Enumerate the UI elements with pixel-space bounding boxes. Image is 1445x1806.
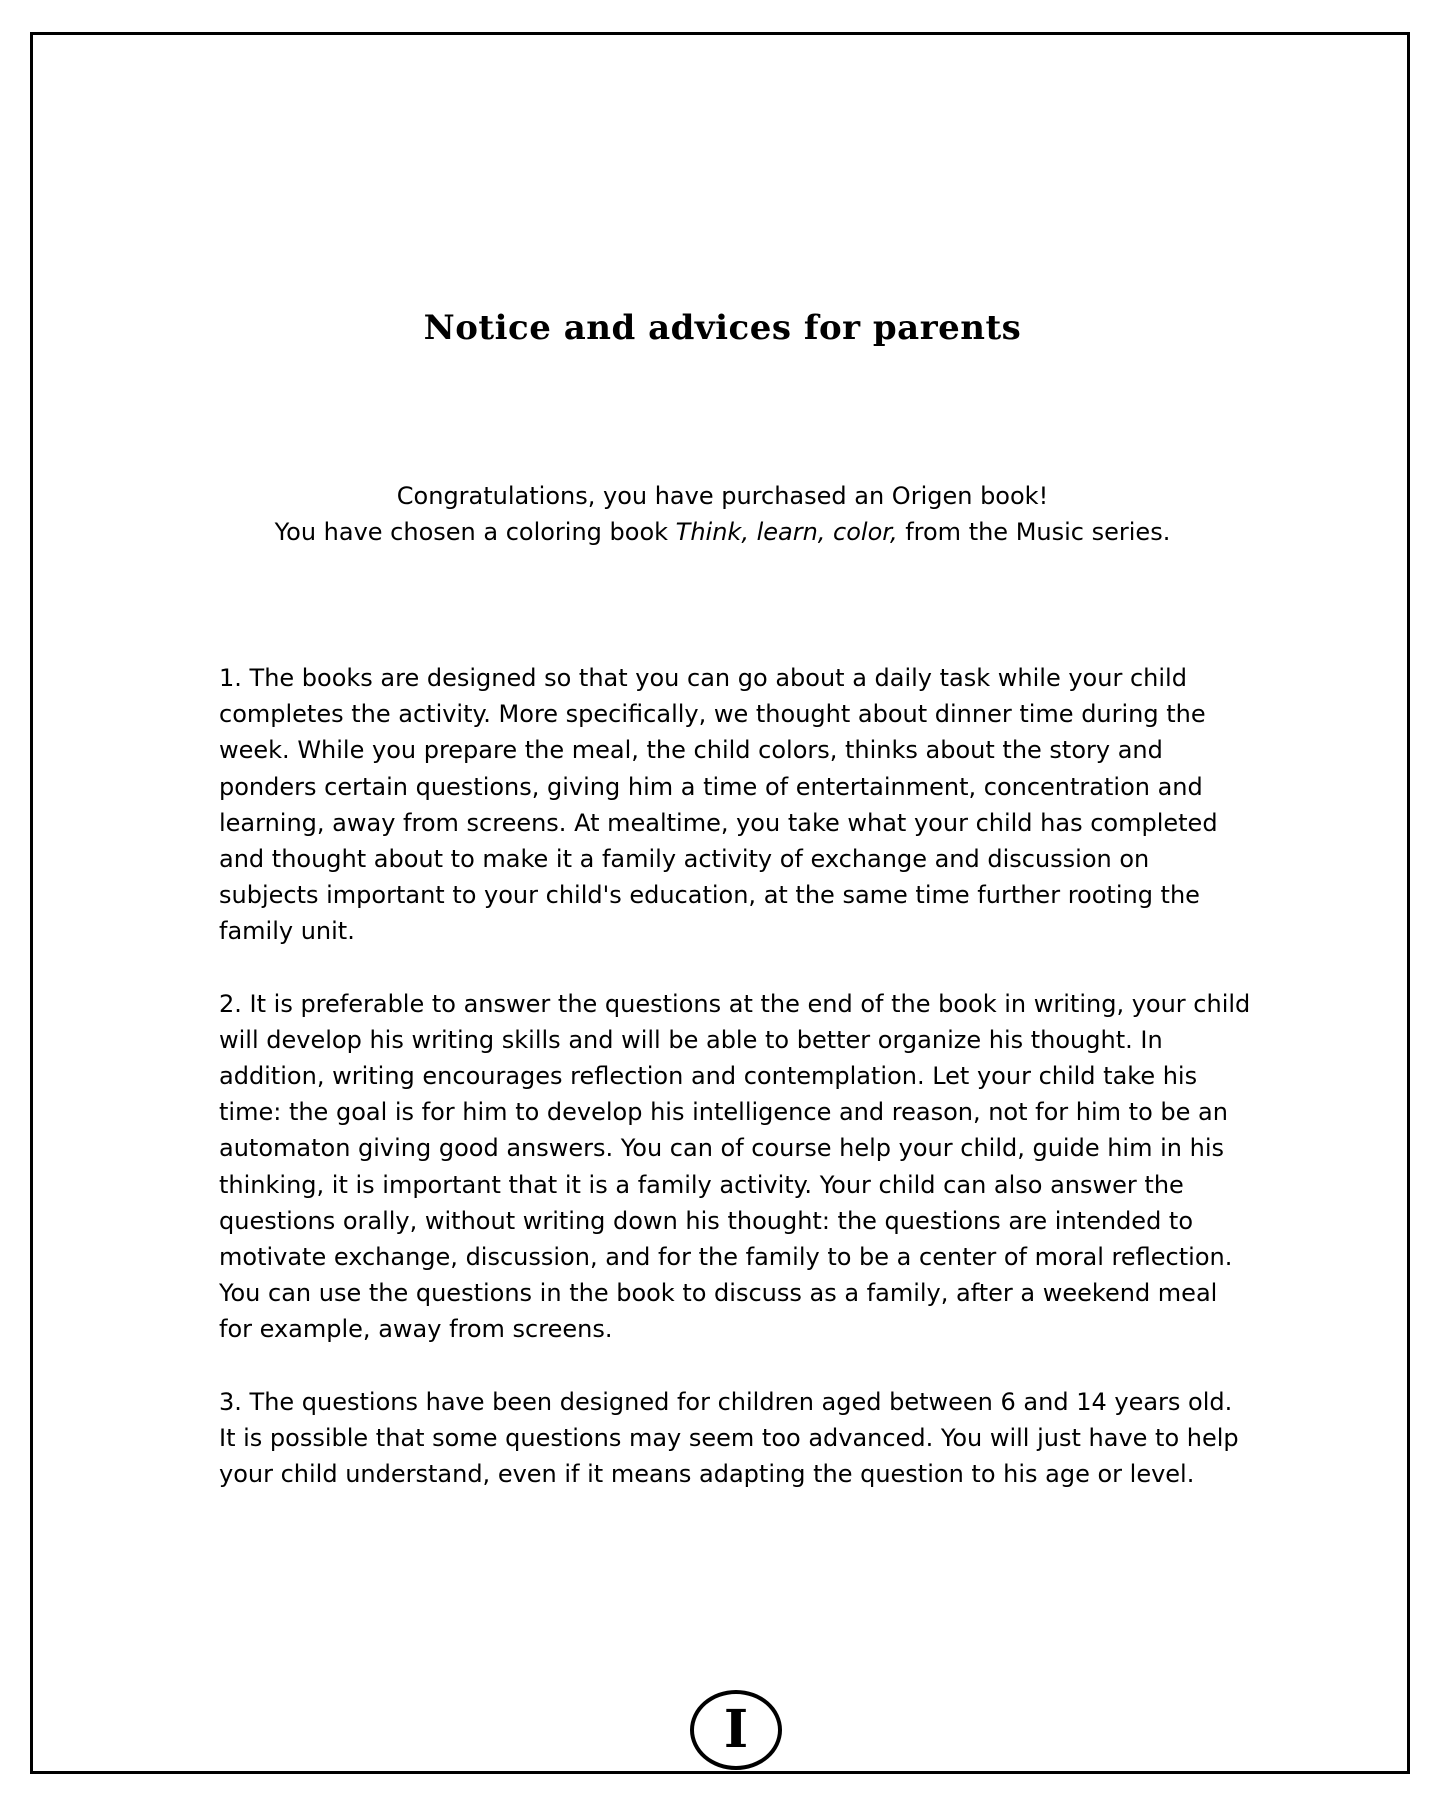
page-title: Notice and advices for parents: [423, 308, 1022, 348]
intro-block: [0, 478, 1445, 550]
intro-line-2: [0, 514, 1445, 550]
advice-paragraph-2: 2. It is preferable to answer the questions at the end of the book in writing, your child will develop his writing skills and will be able to better organize his thought. In addition, writing encourages reflection and contemplation. Let your child take his time: the goal is for him to develop his intelligence and reason, not for him to be an automaton giving good answers. You can of course help your child, guide him in his thinking, it is important that it is a family activity. Your child can also answer the questions orally, without writing down his thought: the questions are intended to motivate exchange, discussion, and for the family to be a center of moral reflection. You can use the questions in the book to discuss as a family, after a weekend meal for example, away from screens.: [219, 989, 1251, 1344]
advice-paragraph-3: 3. The questions have been designed for children aged between 6 and 14 years old. It is possible that some questions may seem too advanced. You will just have to help your child understand, even if it means adapting the question to his age or level.: [219, 1387, 1239, 1489]
intro-line-1: Congratulations, you have purchased an Origen book!: [396, 482, 1049, 510]
advice-body: [219, 660, 1254, 1528]
intro-line-2-start: You have chosen a coloring book: [274, 518, 676, 546]
page-number-badge: [690, 1690, 782, 1770]
advice-paragraph-1: 1. The books are designed so that you can go about a daily task while your child completes the activity. More specifically, we thought about dinner time during the week. While you prepare the meal, the child colors, thinks about the story and ponders certain questions, giving him a time of entertainment, concentration and learning, away from screens. At mealtime, you take what your child has completed and thought about to make it a family activity of exchange and discussion on subjects important to your child's education, at the same time further rooting the family unit.: [219, 664, 1218, 946]
page-number: I: [723, 1699, 749, 1760]
book-title: Think, learn, color,: [675, 518, 898, 546]
intro-line-2-end: from the Music series.: [897, 518, 1171, 546]
